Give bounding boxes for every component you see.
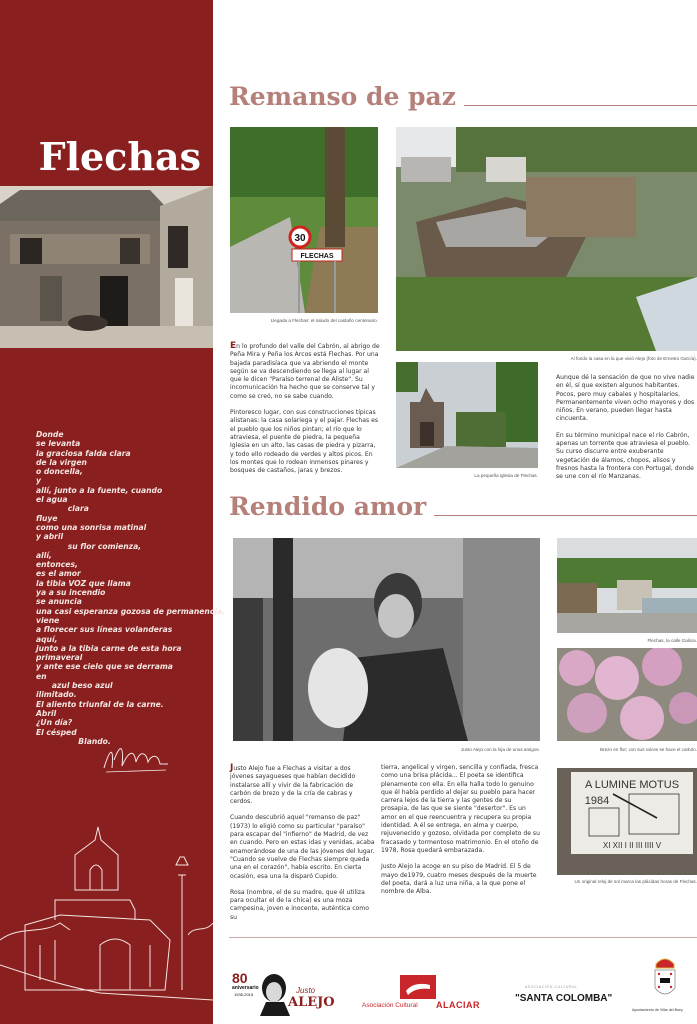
poem-line: azul beso azul: [36, 681, 113, 691]
remanso-column-2: [556, 374, 697, 490]
speed-limit-sign: 30: [294, 233, 306, 244]
poem-line: una casi esperanza gozosa de permanencia,: [36, 606, 225, 616]
logo-prefix: Asociación Cultural: [362, 1002, 418, 1009]
poem-line: clara: [36, 504, 89, 514]
logo-name-big: ALEJO: [288, 995, 335, 1010]
poem-line: junto a la tibia carne de esta hora: [36, 643, 182, 653]
poem-line: a florecer sus líneas volanderas: [36, 625, 173, 635]
paragraph: n lo profundo del valle del Cabrón, al abrigo de Peña Mira y Peña los Arcos está Flechas. Por una bajada paradisíaca que va abriendo el monte según se va descendiendo se llega al lugar al que le dicen "Paraíso terrenal de Aliste". Su incomunicación ha hecho que se conserve tal y como se creó, no se sabe cuando.: [230, 343, 380, 400]
poet-portrait-icon: [256, 972, 290, 1016]
paragraph: Pintoresco lugar, con sus construcciones típicas alistanas: la casa solariega y el pajar. Flechas es el pueblo que los niños pintan; el río que lo atraviesa, el puente de piedra, la pequeña Iglesia en un alto, las casas de piedra y pizarra, y todo ello rodeado de verdes y altos picos. En los montes que lo rodean inmensos pinares y bosques de castaños, jaras y brezos.: [230, 409, 378, 475]
heading-rule: [464, 105, 697, 107]
poem-line: allí,: [36, 550, 52, 560]
paragraph: En su término municipal nace el río Cabrón, apenas un torrente que atraviesa el pueblo. Su curso discurre entre exuberante vegetación de álamos, chopos, alisos y fresnos hasta la frontera con Portugal, donde se une con el río Manzanas.: [556, 431, 694, 481]
remanso-column-1: [230, 342, 380, 483]
dropcap: E: [230, 341, 237, 351]
poem-line: Donde: [36, 430, 64, 439]
sundial-hours: XI XII I II III IIII V: [602, 841, 662, 850]
caption-street: Flechas, la calle Galicia.: [647, 638, 697, 643]
poem-line: entonces,: [36, 560, 78, 570]
rendido-column-2: [381, 764, 541, 904]
poem-line: es el amor: [36, 569, 81, 579]
paragraph: Rosa (nombre, el de su madre, que él utiliza para ocultar el de la chica) es una moza campesina, joven e inocente, auténtica como su: [230, 888, 369, 921]
poem-line: viene: [36, 615, 60, 625]
logo-small: ASOCIACIÓN CULTURAL: [525, 985, 578, 989]
poem-line: o doncella,: [36, 467, 83, 477]
poem-line: ¿Un día?: [36, 718, 73, 728]
poem-line: ilimitado.: [36, 690, 77, 700]
poem-line: fluye: [36, 513, 58, 523]
poem-line: Blando.: [36, 736, 111, 746]
page-title: Flechas: [38, 134, 201, 179]
dropcap: J: [230, 763, 234, 773]
logo-ayuntamiento: [632, 950, 697, 1024]
logo-justo-alejo: [232, 970, 335, 1020]
caption-portrait: Justo Alejo con la hija de unos amigos.: [460, 747, 540, 752]
anniversary-label: aniversario: [232, 985, 259, 991]
logo-alaciar: [362, 975, 482, 1015]
sundial-motto: A LUMINE MOTUS: [584, 779, 680, 791]
sundial-year: 1984: [584, 795, 610, 807]
poem-line: y: [36, 476, 41, 486]
poem-line: aquí,: [36, 634, 58, 644]
poem-line: y abril: [36, 532, 64, 542]
anniversary-years: 1935-2015: [234, 992, 254, 997]
logo-name: ALACIAR: [436, 1000, 480, 1010]
paragraph: tierra, angelical y virgen, sencilla y confiada, fresca como una brisa plácida... El poeta se identifica plenamente con ella. En ella halla todo lo genuino que él había perdido al dejar su pueblo para hacer carrera lejos de la tierra y las gentes de su prosapia, de las que se siente "desertor". Es un amor en el que reencuentra y recupera su propia identidad. A él se entrega, en alma y cuerpo, rejuvenecido y gozoso, olvidada por completo de su fracasado y tormentoso matrimonio. En el otoño de 1978, Rosa quedará embarazada.: [381, 764, 540, 854]
section-heading-rendido: [229, 494, 697, 519]
caption-sundial: Un original reloj de sol marca las plácidas horas de Flechas.: [574, 879, 697, 884]
poem: [36, 430, 225, 746]
paragraph: Justo Alejo la acoge en su piso de Madrid. El 5 de mayo de1979, cuatro meses después de la muerte del poeta, dará a luz una niña, a la que pone el nombre de Alba.: [381, 863, 537, 896]
caption-church: La pequeña iglesia de Flechas.: [474, 473, 538, 478]
street-photo: [557, 538, 697, 633]
church-line-drawing: [0, 815, 213, 1010]
church-photo: [396, 362, 538, 468]
poem-line: primaveral: [36, 653, 83, 663]
logo-name: Ayuntamiento de Villar del Buey: [632, 1008, 683, 1012]
hero-house-photo: [0, 186, 213, 348]
heading-text: Remanso de paz: [229, 82, 456, 111]
coat-of-arms-icon: [652, 950, 678, 1002]
portrait-photo: [233, 538, 540, 741]
paragraph: Aunque dé la sensación de que no vive nadie en él, sí que existen algunos habitantes. Pocos, pero muy cabales y hospitalarios. Permanentemente viven ocho mayores y dos niños. En verano, pueden llegar hasta cincuenta.: [556, 374, 695, 423]
poem-line: el agua: [36, 495, 68, 505]
poem-line: de la virgen: [36, 457, 87, 467]
section-heading-remanso: [229, 84, 697, 109]
poem-line: y ante ese cielo que se derrama: [36, 662, 173, 672]
poem-line: Abril: [36, 708, 57, 718]
poem-line: la graciosa falda clara: [36, 448, 131, 458]
logo-name: "SANTA COLOMBA": [515, 993, 613, 1004]
anniversary-number: 80: [232, 970, 248, 986]
poem-line: El aliento triunfal de la carne.: [36, 699, 164, 709]
logo-santa-colomba: [515, 985, 615, 1015]
caption-village: Al fondo la casa en la que vivió Alejo (foto de Ernesto García).: [570, 356, 697, 361]
signature: [100, 738, 172, 778]
poem-line: allí, junto a la fuente, cuando: [36, 485, 163, 495]
caption-heather: Brezo en flor; con sus raíces se hace el carbón.: [599, 747, 697, 752]
poem-line: El césped: [36, 727, 77, 737]
rendido-column-1: [230, 764, 375, 930]
poem-line: su flor comienza,: [36, 541, 142, 551]
sidebar: [0, 0, 225, 1024]
heading-rule: [434, 515, 697, 517]
poem-line: se anuncia: [36, 597, 82, 607]
road-sign-photo: [230, 127, 378, 313]
village-photo: [396, 127, 697, 351]
hand-emblem-icon: [400, 975, 436, 999]
poem-line: ya a su incendio: [36, 588, 106, 598]
poem-line: se levanta: [36, 439, 81, 449]
heather-photo: [557, 648, 697, 741]
poem-line: la tibia VOZ que llama: [36, 578, 131, 588]
poem-line: como una sonrisa matinal: [36, 522, 147, 532]
paragraph: Cuando descubrió aquel "remanso de paz" (1973) lo eligió como su particular "paraíso" para escapar del "infierno" de Madrid, de vez en cuando. Pero en estas idas y venidas, acaba enamorándose de una de las jóvenes del lugar. "Cuando se vuelve de Flechas siempre queda una en el corazón", había escrito. En cierta ocasión, esa una la disparó Cupido.: [230, 814, 375, 880]
logo-name-small: Justo: [296, 986, 316, 995]
paragraph: usto Alejo fue a Flechas a visitar a dos jóvenes sayagueses que habían decidido instalarse allí y vivir de la fabricación de carbón de brezo y de la cría de cabras y cerdos.: [230, 765, 356, 806]
sundial-photo: [557, 768, 697, 875]
footer-divider: [229, 937, 697, 938]
caption-sign: Llegada a Flechas: el saludo del castaño centenario.: [270, 318, 378, 323]
heading-text: Rendido amor: [229, 492, 427, 521]
poem-line: en: [36, 671, 47, 681]
town-name-sign: FLECHAS: [300, 253, 334, 260]
